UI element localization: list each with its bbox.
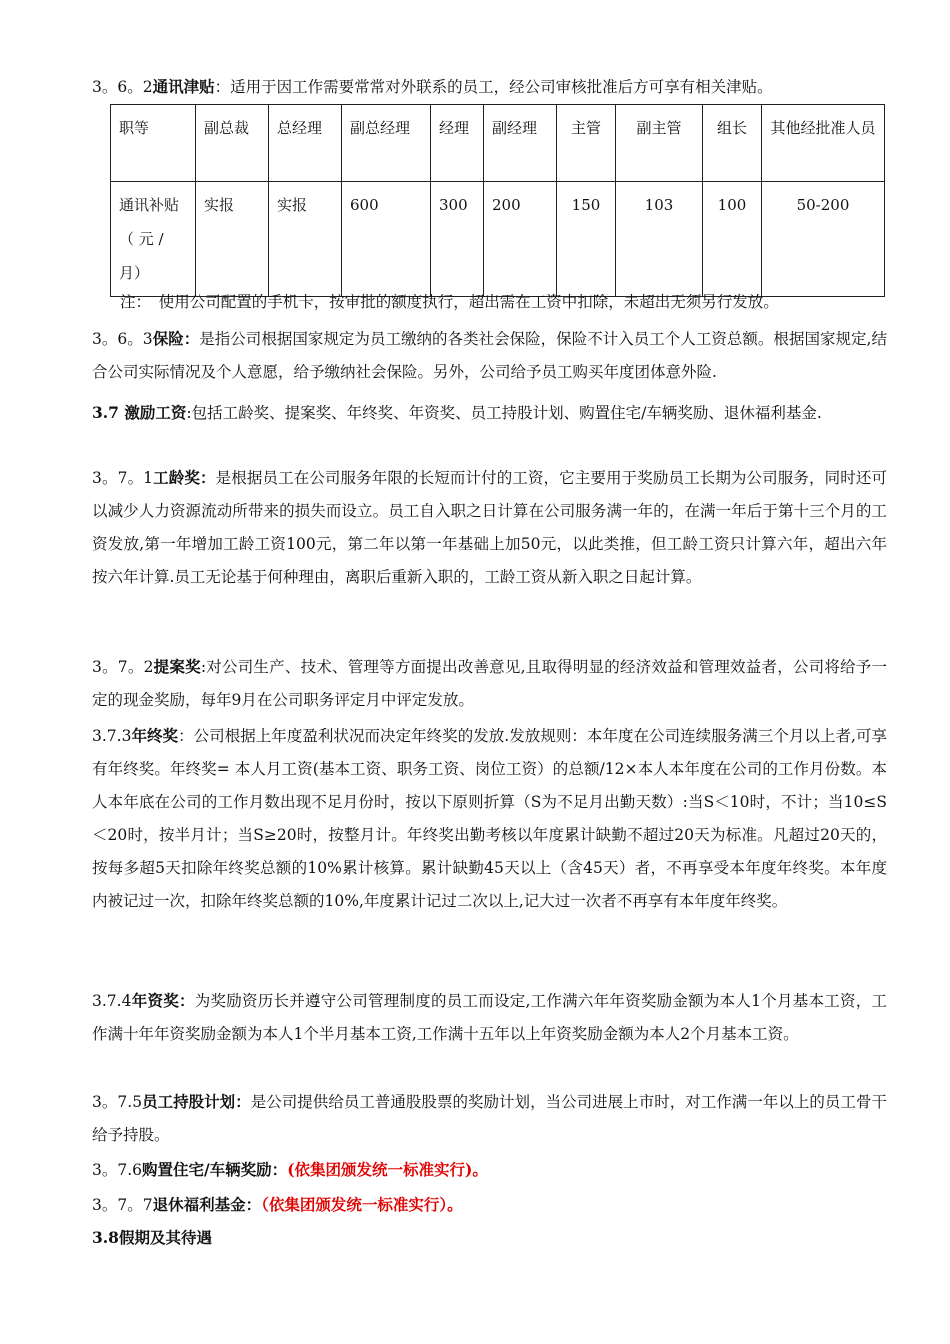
section-text: 是根据员工在公司服务年限的长短而计付的工资，它主要用于奖励员工长期为公司服务，同时还可以减少人力资源流动所带来的损失而设立。员工自入职之日计算在公司服务满一年的，在满一年后于第十三个月的工资发放,第一年增加工龄工资100元，第二年以第一年基础上加50元，以此类推，但工龄工资只计算六年，超出六年按六年计算.员工无论基于何种理由，离职后重新入职的，工龄工资从新入职之日起计算。 — [92, 469, 887, 586]
section-number: 3.7.4 — [92, 992, 132, 1010]
section-3-6-3 — [92, 322, 887, 389]
section-heading: 通讯津贴 — [152, 77, 215, 96]
table-cell: 150 — [557, 182, 616, 297]
section-heading: 提案奖 — [153, 657, 201, 676]
section-number: 3。7。2 — [92, 658, 154, 676]
section-number: 3。7.6 — [92, 1161, 143, 1179]
table-cell: 600 — [342, 182, 431, 297]
section-3-7-3 — [92, 719, 887, 918]
section-3-7-7 — [92, 1188, 887, 1222]
section-number: 3.7.3 — [92, 727, 132, 745]
section-3-7-6 — [92, 1153, 887, 1187]
section-number: 3。6。3 — [92, 330, 153, 348]
table-cell: 103 — [616, 182, 703, 297]
table-header-row — [111, 105, 885, 182]
red-note: (依集团颁发统一标准实行)。 — [287, 1160, 488, 1179]
table-header-cell: 副经理 — [484, 105, 557, 182]
table-header-cell: 组长 — [703, 105, 762, 182]
table-row — [111, 182, 885, 297]
section-heading: 年终奖 — [131, 726, 179, 745]
table-header-cell: 副总经理 — [342, 105, 431, 182]
section-text: :包括工龄奖、提案奖、年终奖、年资奖、员工持股计划、购置住宅/车辆奖励、退休福利基金. — [186, 404, 822, 422]
table-cell: 300 — [431, 182, 484, 297]
section-heading: 退休福利基金： — [152, 1195, 262, 1214]
section-heading: 员工持股计划： — [142, 1092, 251, 1111]
table-header-cell: 经理 — [431, 105, 484, 182]
table-header-cell: 主管 — [557, 105, 616, 182]
section-3-7 — [92, 396, 887, 430]
section-text: 是指公司根据国家规定为员工缴纳的各类社会保险，保险不计入员工个人工资总额。根据国家规定,结合公司实际情况及个人意愿，给予缴纳社会保险。另外，公司给予员工购买年度团体意外险. — [92, 330, 887, 381]
section-heading: 保险： — [152, 329, 200, 348]
table-cell: 50-200 — [762, 182, 885, 297]
table-header-cell: 其他经批准人员 — [762, 105, 885, 182]
section-3-7-1 — [92, 461, 887, 594]
table-header-cell: 副主管 — [616, 105, 703, 182]
communication-allowance-table — [110, 104, 885, 297]
table-cell: 实报 — [196, 182, 269, 297]
red-note: （依集团颁发统一标准实行）。 — [261, 1195, 463, 1214]
table-cell: 100 — [703, 182, 762, 297]
section-3-7-2 — [92, 650, 887, 717]
section-3-7-5 — [92, 1085, 887, 1152]
table-cell: 实报 — [269, 182, 342, 297]
section-heading: 3.7 激励工资 — [92, 403, 187, 422]
section-text: 为奖励资历长并遵守公司管理制度的员工而设定,工作满六年年资奖励金额为本人1个月基本工资，工作满十年年资奖励金额为本人1个半月基本工资,工作满十五年以上年资奖励金额为本人2个月基本工资。 — [92, 992, 887, 1043]
section-number: 3。6。2 — [92, 78, 153, 96]
table-header-cell: 副总裁 — [196, 105, 269, 182]
section-number: 3。7.5 — [92, 1093, 143, 1111]
table-header-cell: 总经理 — [269, 105, 342, 182]
section-heading: 购置住宅/车辆奖励： — [142, 1160, 288, 1179]
section-3-6-2 — [92, 70, 887, 104]
section-text: ：适用于因工作需要常常对外联系的员工，经公司审核批准后方可享有相关津贴。 — [214, 78, 773, 96]
section-text: :对公司生产、技术、管理等方面提出改善意见,且取得明显的经济效益和管理效益者，公司将给予一定的现金奖励，每年9月在公司职务评定月中评定发放。 — [92, 658, 887, 709]
table-header-cell: 职等 — [111, 105, 196, 182]
section-text: 是公司提供给员工普通股股票的奖励计划，当公司进展上市时，对工作满一年以上的员工骨干给予持股。 — [92, 1093, 887, 1144]
table-note: 注： 使用公司配置的手机卡，按审批的额度执行，超出需在工资中扣除，未超出无须另行发放。 — [120, 293, 779, 311]
section-3-8-heading: 3.8假期及其待遇 — [92, 1228, 212, 1247]
table-cell: 通讯补贴（ 元 / 月） — [111, 182, 196, 297]
section-text: ：公司根据上年度盈利状况而决定年终奖的发放.发放规则：本年度在公司连续服务满三个月以上者,可享有年终奖。年终奖= 本人月工资(基本工资、职务工资、岗位工资）的总额/12×本人本年度在公司的工作月份数。本人本年底在公司的工作月数出现不足月份时，按以下原则折算（S为不足月出勤天数）:当S＜10时，不计；当10≤S＜20时，按半月计；当S≥20时，按整月计。年终奖出勤考核以年度累计缺勤不超过20天为标准。凡超过20天的，按每多超5天扣除年终奖总额的10%累计核算。累计缺勤45天以上（含45天）者，不再享受本年度年终奖。本年度内被记过一次，扣除年终奖总额的10%,年度累计记过二次以上,记大过一次者不再享有本年度年终奖。 — [92, 727, 887, 910]
section-heading: 年资奖： — [131, 991, 195, 1010]
section-number: 3。7。7 — [92, 1196, 153, 1214]
section-3-7-4 — [92, 984, 887, 1051]
section-number: 3。7。1 — [92, 469, 154, 487]
table-cell: 200 — [484, 182, 557, 297]
section-heading: 工龄奖： — [153, 468, 216, 487]
